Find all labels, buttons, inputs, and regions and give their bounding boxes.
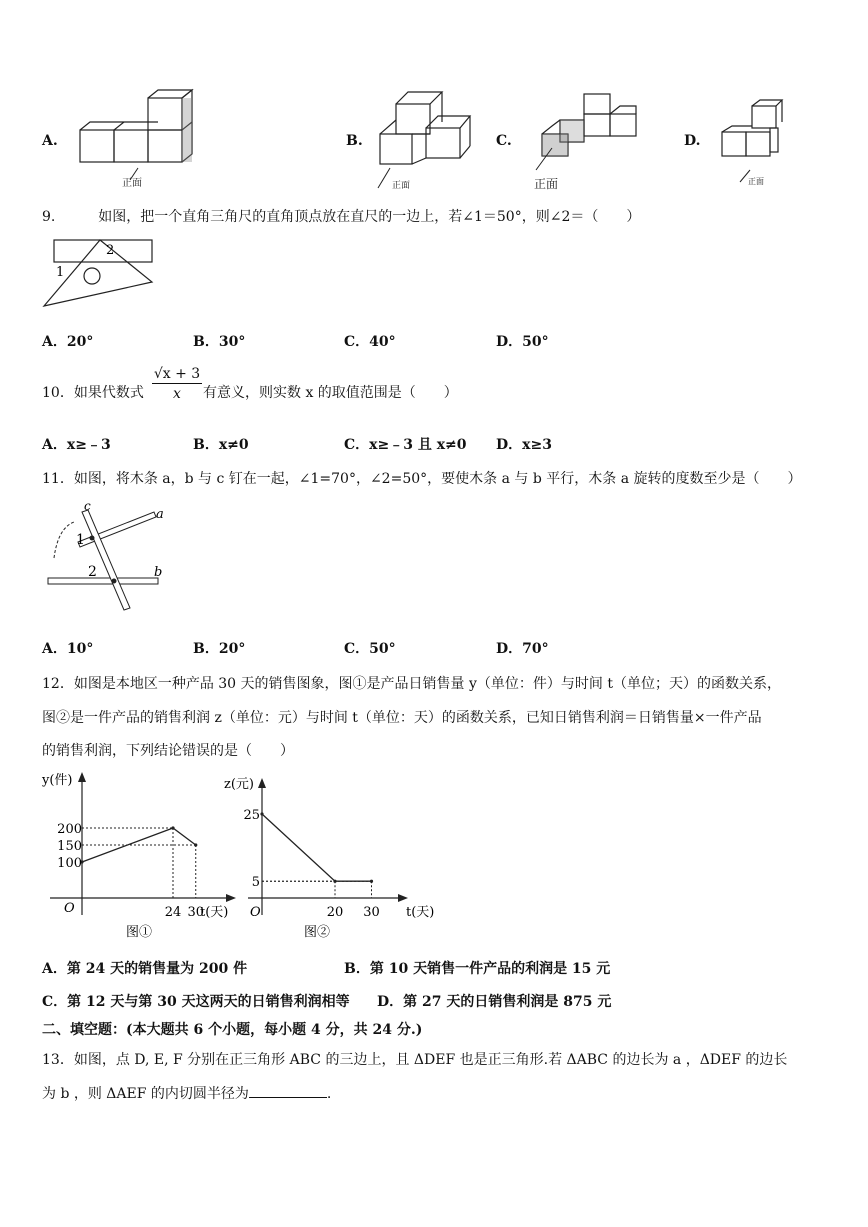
chart2-x-tick: 30 <box>363 905 380 920</box>
q13-line-2-end: . <box>326 1086 332 1102</box>
q12-option-b: B．第 10 天销售一件产品的利润是 15 元 <box>344 961 611 977</box>
q9-option-b: B．30° <box>193 334 246 350</box>
q10-option-b: B．x≠0 <box>193 437 249 453</box>
q9-option-c: C．40° <box>344 334 396 350</box>
q8-d-caption: 正面 <box>748 177 764 186</box>
chart1-y-tick: 200 <box>57 822 82 837</box>
q8-a-caption: 正面 <box>122 178 142 189</box>
chart1-y-tick: 100 <box>57 856 82 871</box>
chart2-origin: O <box>250 905 261 920</box>
q12-option-d: D．第 27 天的日销售利润是 875 元 <box>377 994 612 1010</box>
q11-option-d: D．70° <box>496 641 549 657</box>
chart1-origin: O <box>64 901 75 916</box>
q10-option-d: D．x≥3 <box>496 437 552 453</box>
q12-chart-2 <box>224 770 450 940</box>
q8-option-d-label: D. <box>684 133 701 149</box>
q13-line-2 <box>42 1083 331 1103</box>
q11-option-a: A．10° <box>42 641 94 657</box>
chart1-x-tick: 30 <box>187 905 205 920</box>
q11-option-c: C．50° <box>344 641 396 657</box>
q10-suffix: 有意义，则实数 x 的取值范围是（ ） <box>203 385 458 401</box>
q11-figure <box>44 498 184 618</box>
chart2-ylabel: z(元) <box>224 777 254 792</box>
q8-option-a-figure <box>78 88 198 188</box>
chart1-ylabel: y(件) <box>42 773 73 788</box>
q10-question <box>42 382 144 402</box>
chart2-xlabel: t(天) <box>406 905 435 920</box>
q10-fraction <box>152 366 202 402</box>
q11-label-a: a <box>156 507 164 522</box>
q9-angle-1-label: 1 <box>56 265 65 280</box>
q12-line-1: 12．如图是本地区一种产品 30 天的销售图象，图①是产品日销售量 y（单位：件）与时间 t（单位；天）的函数关系， <box>42 676 781 692</box>
q9-option-a: A．20° <box>42 334 94 350</box>
q9-figure <box>40 238 160 318</box>
q10-numerator: √x + 3 <box>153 366 201 382</box>
chart2-x-tick: 20 <box>326 905 344 920</box>
q13-line-2-text: 为 b ，则 ΔAEF 的内切圆半径为 <box>42 1086 249 1102</box>
q12-option-c: C．第 12 天与第 30 天这两天的日销售利润相等 <box>42 994 350 1010</box>
q12-line-3: 的销售利润，下列结论错误的是（ ） <box>42 743 294 759</box>
chart2-point <box>260 812 263 815</box>
q9-number: 9. <box>42 209 56 225</box>
chart2-y-tick: 5 <box>251 875 260 891</box>
q13-answer-blank[interactable] <box>249 1085 327 1098</box>
q13-line-1: 13．如图，点 D, E, F 分别在正三角形 ABC 的三边上，且 ΔDEF 也是正三角形.若 ΔABC 的边长为 a ，ΔDEF 的边长 <box>42 1052 788 1068</box>
chart1-xlabel: t(天) <box>200 905 229 920</box>
chart1-y-tick: 150 <box>57 839 82 854</box>
q12-chart-1 <box>40 770 240 940</box>
q9-text: 如图，把一个直角三角尺的直角顶点放在直尺的一边上，若∠1＝50°，则∠2＝（ ） <box>98 209 641 225</box>
q10-option-c: C．x≥﹣3 且 x≠0 <box>344 437 467 453</box>
q10-prefix: 10．如果代数式 <box>42 385 144 401</box>
chart2-caption: 图② <box>304 925 331 940</box>
chart2-series-line <box>262 814 372 881</box>
q9-question <box>42 206 640 226</box>
q8-option-b-label: B. <box>346 133 363 149</box>
q9-option-d: D．50° <box>496 334 549 350</box>
q8-option-d-figure <box>718 98 798 188</box>
q11-option-b: B．20° <box>193 641 246 657</box>
q11-label-c: c <box>84 499 91 513</box>
q8-option-a-label: A. <box>42 133 58 149</box>
q11-label-b: b <box>154 565 163 580</box>
q8-b-caption: 正面 <box>392 181 411 191</box>
q8-c-caption: 正面 <box>534 177 559 191</box>
q8-option-b-figure <box>372 90 472 190</box>
chart1-caption: 图① <box>126 925 153 940</box>
q11-question: 11．如图，将木条 a，b 与 c 钉在一起，∠1=70°，∠2=50°，要使木条 a 与 b 平行，木条 a 旋转的度数至少是（ ） <box>42 471 802 487</box>
q12-line-2: 图②是一件产品的销售利润 z（单位：元）与时间 t（单位：天）的函数关系，已知日销售利润＝日销售量×一件产品 <box>42 710 762 726</box>
q8-option-c-label: C. <box>496 133 512 149</box>
q10-option-a: A．x≥﹣3 <box>42 437 111 453</box>
q10-denominator: x <box>173 386 181 402</box>
q11-label-2: 2 <box>88 564 97 580</box>
q8-option-c-figure <box>530 90 640 190</box>
q9-angle-2-label: 2 <box>106 243 115 258</box>
chart1-x-tick: 24 <box>164 905 182 920</box>
section-2-title: 二、填空题：(本大题共 6 个小题，每小题 4 分，共 24 分.) <box>42 1022 423 1038</box>
q12-option-a: A．第 24 天的销售量为 200 件 <box>42 961 248 977</box>
chart2-y-tick: 25 <box>243 808 260 823</box>
q11-label-1: 1 <box>76 532 85 548</box>
